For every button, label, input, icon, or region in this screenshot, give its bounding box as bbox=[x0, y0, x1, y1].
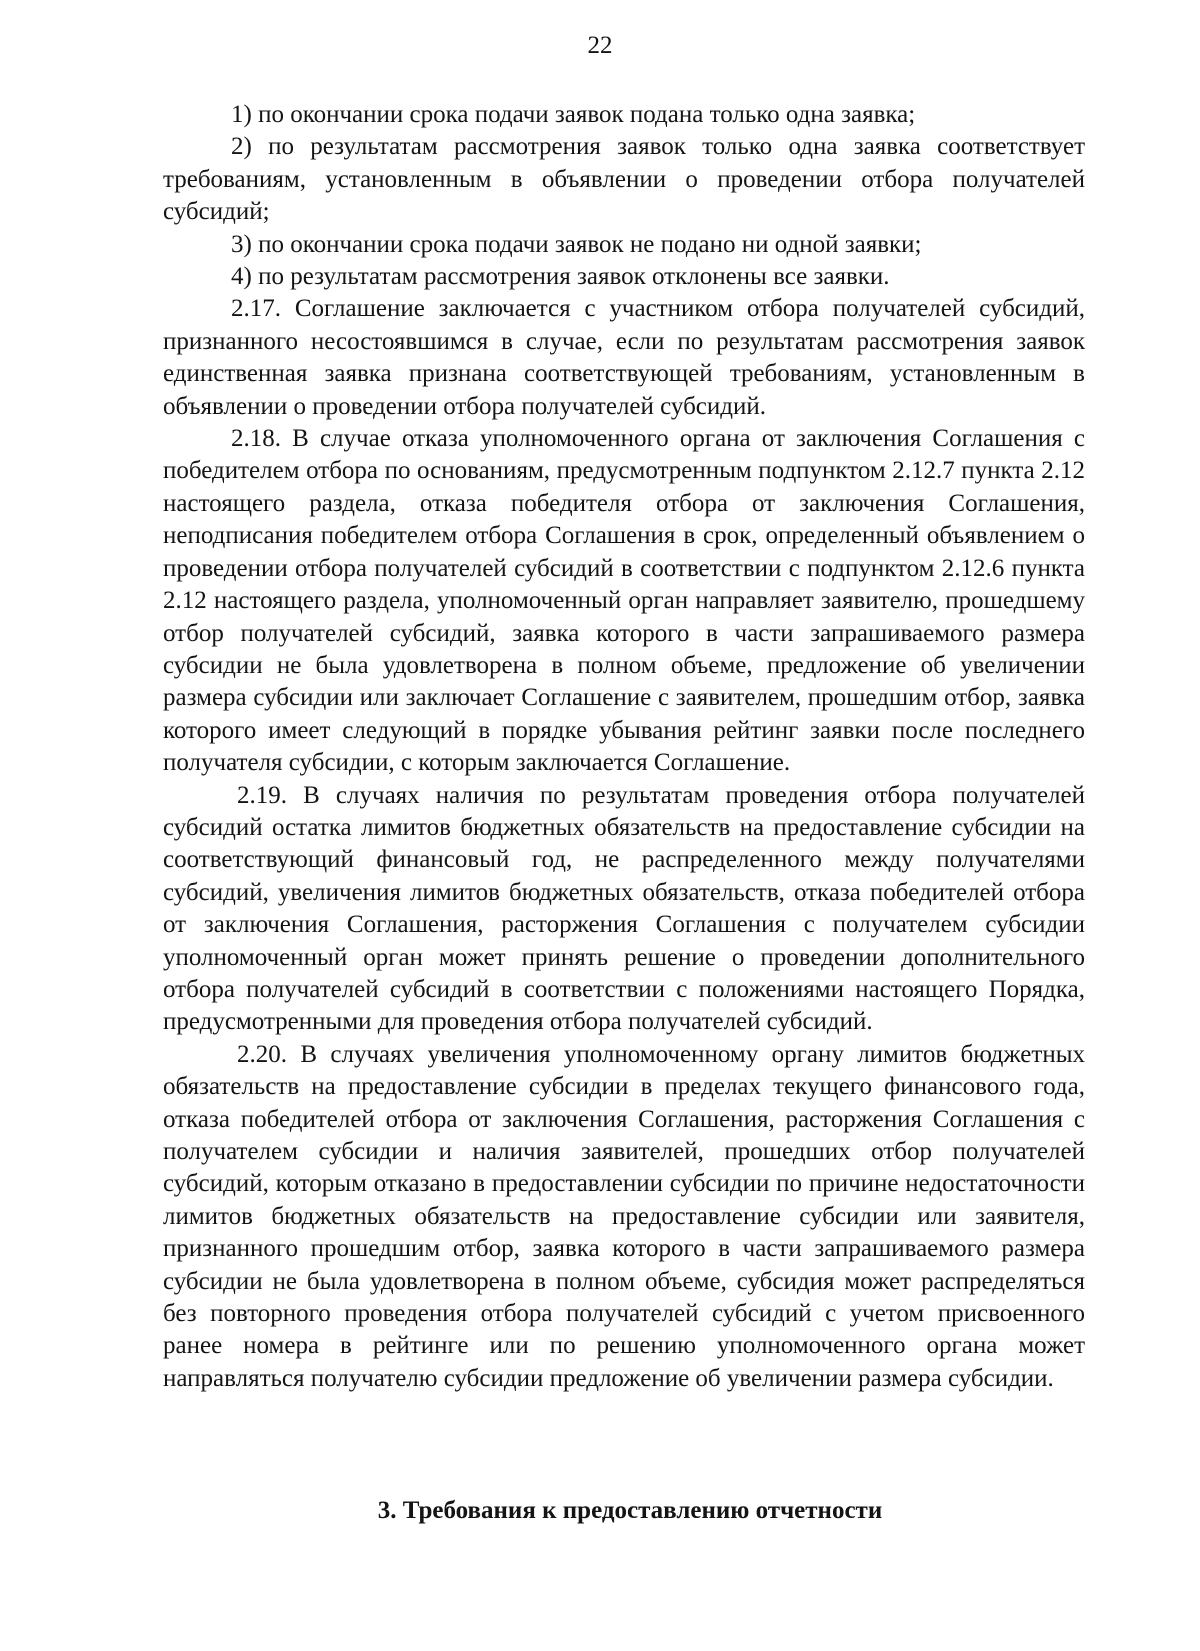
paragraph-2-19: 2.19. В случаях наличия по результатам проведения отбора получателей субсидий остатка лимитов бюджетных обязательств на предоставление субсидии на соответствующий финансовый год, не распределенного между получателями субсидий, увеличения лимитов бюджетных обязательств, отказа победителей отбора от заключения Соглашения, расторжения Соглашения с получателем субсидии уполномоченный орган может принять решение о проведении дополнительного отбора получателей субсидий в соответствии с положениями настоящего Порядка, предусмотренными для проведения отбора получателей субсидий. bbox=[163, 781, 1085, 1036]
paragraph-2-17: 2.17. Соглашение заключается с участником отбора получателей субсидий, признанного несостоявшимся в случае, если по результатам рассмотрения заявок единственная заявка признана соответствующей требованиям, установленным в объявлении о проведении отбора получателей субсидий. bbox=[163, 295, 1085, 420]
paragraph-2-18: 2.18. В случае отказа уполномоченного органа от заключения Соглашения с победителем отбора по основаниям, предусмотренным подпунктом 2.12.7 пункта 2.12 настоящего раздела, отказа победителя отбора от заключения Соглашения, неподписания победителем отбора Соглашения в срок, определенный объявлением о проведении отбора получателей субсидий в соответствии с подпунктом 2.12.6 пункта 2.12 настоящего раздела, уполномоченный орган направляет заявителю, прошедшему отбор получателей субсидий, заявка которого в части запрашиваемого размера субсидии не была удовлетворена в полном объеме, предложение об увеличении размера субсидии или заключает Соглашение с заявителем, прошедшим отбор, заявка которого имеет следующий в порядке убывания рейтинг заявки после последнего получателя субсидии, с которым заключается Соглашение. bbox=[163, 425, 1085, 777]
paragraph-item-3: 3) по окончании срока подачи заявок не подано ни одной заявки; bbox=[231, 230, 922, 258]
paragraph-item-2: 2) по результатам рассмотрения заявок только одна заявка соответствует требованиям, установленным в объявлении о проведении отбора получателей субсидий; bbox=[163, 133, 1085, 226]
paragraph-2-20: 2.20. В случаях увеличения уполномоченному органу лимитов бюджетных обязательств на предоставление субсидии в пределах текущего финансового года, отказа победителей отбора от заключения Соглашения, расторжения Соглашения с получателем субсидии и наличия заявителей, прошедших отбор получателей субсидий, которым отказано в предоставлении субсидии по причине недостаточности лимитов бюджетных обязательств на предоставление субсидии или заявителя, признанного прошедшим отбор, заявка которого в части запрашиваемого размера субсидии не была удовлетворена в полном объеме, субсидия может распределяться без повторного проведения отбора получателей субсидий с учетом присвоенного ранее номера в рейтинге или по решению уполномоченного органа может направляться получателю субсидии предложение об увеличении размера субсидии. bbox=[163, 1040, 1085, 1392]
section-heading: 3. Требования к предоставлению отчетности bbox=[377, 1497, 883, 1524]
paragraph-item-4: 4) по результатам рассмотрения заявок отклонены все заявки. bbox=[231, 263, 890, 291]
page-number: 22 bbox=[587, 32, 613, 59]
document-body bbox=[163, 99, 1085, 1395]
paragraph-item-1: 1) по окончании срока подачи заявок подана только одна заявка; bbox=[231, 101, 916, 128]
